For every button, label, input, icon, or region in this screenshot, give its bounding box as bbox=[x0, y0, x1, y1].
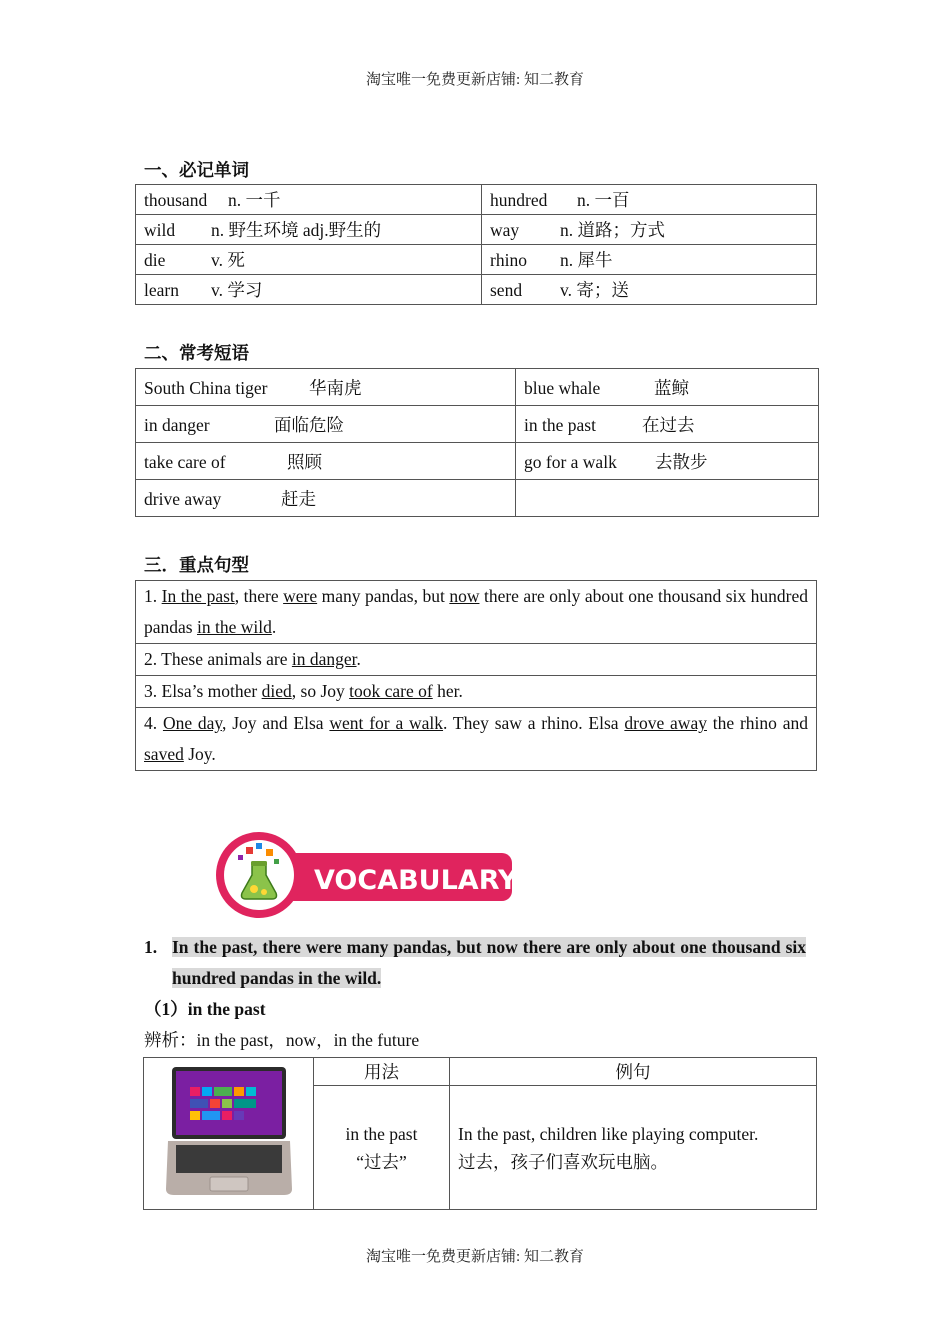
page-header: 淘宝唯一免费更新店铺: 知二教育 bbox=[366, 72, 584, 88]
phrase-table bbox=[135, 368, 819, 517]
sentence-text: 4. bbox=[144, 713, 163, 733]
sentence-row-1 bbox=[136, 581, 817, 644]
usage-table bbox=[143, 1057, 817, 1210]
word-cell bbox=[482, 185, 817, 215]
sentence-text: Joy. bbox=[183, 744, 216, 764]
laptop-image-cell bbox=[144, 1058, 314, 1210]
phrase-text: go for a walk bbox=[524, 451, 617, 472]
vocabulary-banner-icon bbox=[216, 831, 514, 919]
section-title-phrases: 二、常考短语 bbox=[144, 343, 249, 363]
word-meaning: n. 一千 bbox=[228, 190, 281, 210]
word-row bbox=[136, 245, 817, 275]
laptop-icon bbox=[164, 1063, 294, 1199]
word-meaning: v. 寄；送 bbox=[560, 280, 629, 300]
word-cell bbox=[136, 245, 482, 275]
phrase-cell bbox=[516, 406, 819, 443]
phrase-cell bbox=[136, 443, 516, 480]
analysis-line: 辨析：in the past，now，in the future bbox=[144, 1030, 420, 1050]
word-text: learn bbox=[144, 280, 179, 300]
word-text: hundred bbox=[490, 190, 548, 210]
sentence-text: , Joy and Elsa bbox=[222, 713, 330, 733]
word-row bbox=[136, 215, 817, 245]
phrase-meaning: 华南虎 bbox=[309, 377, 362, 398]
example-cell bbox=[450, 1086, 817, 1210]
sentence-table bbox=[135, 580, 817, 771]
word-row bbox=[136, 185, 817, 215]
section-title-sentences: 三．重点句型 bbox=[144, 555, 249, 575]
word-text: send bbox=[490, 280, 523, 300]
phrase-row bbox=[136, 406, 819, 443]
sentence-row-2 bbox=[136, 644, 817, 676]
sentence-text: the rhino and bbox=[706, 713, 808, 733]
word-meaning: n. 一百 bbox=[577, 190, 630, 210]
phrase-text: in the past bbox=[524, 414, 596, 435]
phrase-text: in danger bbox=[144, 414, 210, 435]
phrase-meaning: 赶走 bbox=[281, 488, 316, 509]
sentence-key: In the past bbox=[161, 586, 235, 606]
phrase-text: take care of bbox=[144, 451, 226, 472]
sentence-text: many pandas, but bbox=[317, 586, 450, 606]
sentence-key: now bbox=[449, 586, 480, 606]
sentence-key: One day bbox=[162, 713, 223, 733]
vocab-table bbox=[135, 184, 817, 305]
sentence-key: in the wild bbox=[196, 617, 272, 637]
usage-cell bbox=[314, 1086, 450, 1210]
example-en: In the past, children like playing computer. bbox=[458, 1123, 759, 1144]
phrase-text: blue whale bbox=[524, 377, 601, 398]
example-cn: 过去，孩子们喜欢玩电脑。 bbox=[458, 1151, 668, 1172]
sentence-key: in danger bbox=[291, 649, 357, 669]
phrase-text: South China tiger bbox=[144, 377, 268, 398]
word-text: way bbox=[490, 220, 520, 240]
phrase-row bbox=[136, 369, 819, 406]
phrase-meaning: 面临危险 bbox=[274, 414, 344, 435]
word-row bbox=[136, 275, 817, 305]
section-title-words: 一、必记单词 bbox=[144, 160, 249, 180]
phrase-cell bbox=[516, 369, 819, 406]
sentence-text: . They saw a rhino. Elsa bbox=[443, 713, 625, 733]
sentence-text: , there bbox=[234, 586, 284, 606]
word-text: rhino bbox=[490, 250, 527, 270]
word-meaning: n. 野生环境 adj.野生的 bbox=[211, 220, 382, 240]
sentence-text: . bbox=[356, 649, 361, 669]
phrase-meaning: 蓝鲸 bbox=[654, 377, 689, 398]
sentence-text: 1. bbox=[144, 586, 162, 606]
usage-cn: “过去” bbox=[356, 1151, 407, 1172]
sentence-text: . bbox=[271, 617, 277, 637]
usage-en: in the past bbox=[345, 1123, 418, 1144]
key-sentence-text: In the past, there were many pandas, but now there are only about one thousand six hundred pandas in the wild. bbox=[172, 937, 806, 988]
phrase-meaning: 照顾 bbox=[287, 451, 322, 472]
page-footer: 淘宝唯一免费更新店铺: 知二教育 bbox=[366, 1249, 584, 1265]
sentence-text: there are only about one thousand six hundred pandas bbox=[144, 586, 808, 637]
sentence-key: died bbox=[261, 681, 292, 701]
sentence-key: saved bbox=[144, 744, 184, 764]
word-cell bbox=[136, 185, 482, 215]
sentence-row-4 bbox=[136, 708, 817, 771]
phrase-meaning: 去散步 bbox=[655, 451, 708, 472]
word-cell bbox=[482, 215, 817, 245]
sentence-key: drove away bbox=[624, 713, 707, 733]
sentence-text: her. bbox=[432, 681, 463, 701]
phrase-cell bbox=[136, 406, 516, 443]
sentence-row-3 bbox=[136, 676, 817, 708]
sentence-text: , so Joy bbox=[291, 681, 350, 701]
badge-text: VOCABULARY bbox=[314, 865, 514, 896]
sentence-key: were bbox=[283, 586, 318, 606]
phrase-row bbox=[136, 443, 819, 480]
sentence-key: took care of bbox=[349, 681, 433, 701]
key-sentence bbox=[172, 932, 806, 994]
phrase-cell bbox=[516, 443, 819, 480]
phrase-meaning: 在过去 bbox=[642, 414, 695, 435]
item-number: 1. bbox=[144, 937, 158, 957]
header-example: 例句 bbox=[450, 1058, 817, 1086]
phrase-row bbox=[136, 480, 819, 517]
word-text: thousand bbox=[144, 190, 208, 210]
word-cell bbox=[482, 275, 817, 305]
word-text: wild bbox=[144, 220, 176, 240]
word-meaning: v. 学习 bbox=[211, 280, 263, 300]
sentence-key: went for a walk bbox=[329, 713, 444, 733]
vocabulary-badge bbox=[216, 831, 514, 919]
word-meaning: v. 死 bbox=[211, 250, 245, 270]
sentence-text: 3. Elsa’s mother bbox=[144, 681, 262, 701]
word-cell bbox=[482, 245, 817, 275]
phrase-text: drive away bbox=[144, 488, 222, 509]
phrase-cell bbox=[136, 369, 516, 406]
word-text: die bbox=[144, 250, 166, 270]
phrase-cell bbox=[516, 480, 819, 517]
word-meaning: n. 犀牛 bbox=[560, 250, 613, 270]
word-cell bbox=[136, 215, 482, 245]
header-usage: 用法 bbox=[314, 1058, 450, 1086]
sentence-text: 2. These animals are bbox=[144, 649, 292, 669]
word-cell bbox=[136, 275, 482, 305]
word-meaning: n. 道路；方式 bbox=[560, 220, 665, 240]
sub-heading: （1）in the past bbox=[144, 999, 266, 1019]
phrase-cell bbox=[136, 480, 516, 517]
